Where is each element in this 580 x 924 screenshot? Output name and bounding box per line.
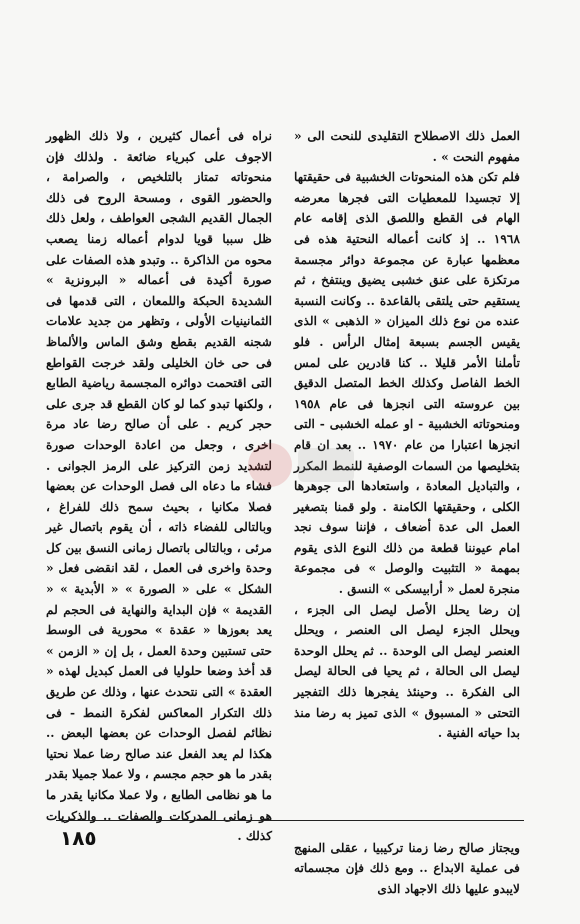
paragraph: ويجتاز صالح رضا زمنا تركيبيا ، عقلى المنهج فى عملية الابداع .. ومع ذلك فإن مجسماته لايبدو عليها ذلك الاجهاد الذى bbox=[294, 840, 520, 896]
paragraph: إن رضا يحلل الأصل ليصل الى الجزء ، ويحلل الجزء ليصل الى العنصر ، ويحلل العنصر ليصل الى الوحدة .. ثم يحلل الوحدة ليصل الى الحالة ، ثم يحيا فى الحالة ليصل الى الفكرة .. وحينئذ يفجرها ذلك التفجير التحتى « المسبوق » الذى تميز به رضا منذ بدا حياته الفنية . bbox=[294, 602, 520, 741]
footer-rule bbox=[56, 820, 524, 821]
paragraph: نراه فى أعمال كثيرين ، ولا ذلك الظهور الاجوف على كبرياء ضائعة . ولذلك فإن منحوتاته تمتاز بالتلخيص ، والصرامة ، والحضور القوى ، ومسحة الروح فى ذلك الجمال القديم الشجى العواطف ، ولعل ذلك ظل سببا قويا لدوام أعماله زمنا يصعب محوه من الذاكرة .. وتبدو هذه الصفات على صورة أكيدة فى أعماله « البرونزية » الشديدة الحبكة واللمعان ، التى قدمها فى الثمانينيات الأولى ، وتظهر من جديد علامات شجنه القديم بقطع وشق الماس والألماظ فى حى خان الخليلى ولقد خرجت القواطع التى اقتحمت دوائره المجسمة رياضية الطابع ، ولكنها تبدو كما لو كان القطع قد جرى على حجر كريم . على أن صالح رضا عاد مرة اخرى ، وجعل من اعادة الوحدات صورة لتشديد زمن التركيز على الرمز الجوانى . فشاء ما دعاه الى فصل الوحدات عن بعضها فصلا مكانيا ، بحيث سمح ذلك للفراغ ، وبالتالى للفضاء ذاته ، أن يقوم باتصال غير مرئى ، وبالتالى باتصال زمانى النسق بين كل وحدة واخرى فى العمل ، لقد انقضى فعل « الشكل » على « الصورة » « الأبدية » « القديمة » فإن البداية والنهاية فى الحجم لم يعد بعوزها « عقدة » محورية فى الوسط حتى تستبين وحدة العمل ، بل إن « الزمن » قد أخذ وضعا حلوليا فى العمل كبديل لهذه « العقدة » التى نتحدث عنها ، وذلك عن طريق ذلك التكرار المعاكس لفكرة النمط - فى نظائم لفصل الوحدات عن بعضها البعض .. هكذا لم يعد الفعل عند صالح رضا عملا نحتيا بقدر ما هو حجم مجسم ، ولا عملا جميلا بقدر ما هو نظامى الطابع ، ولا عملا مكانيا يقدر ما هو زمانى المدركات والصفات .. والذكريات كذلك . bbox=[46, 129, 272, 844]
right-text-column bbox=[294, 126, 520, 900]
paragraph: فلم تكن هذه المنحوتات الخشبية فى حقيقتها إلا تجسيدا للمعطيات التى فجرها معرضه الهام فى القطع واللصق الذى إقامه عام ١٩٦٨ .. إذ كانت أعماله النحتية هذه فى معظمها عبارة عن مجموعة دوائر مجسمة مرتكزة على عنق خشبى يضيق وينتفخ ، ثم يستقيم حتى يلتقى بالقاعدة .. وكانت النسبة عنده من نوع ذلك الميزان « الذهبى » الذى يقيس الجسم بسبعة إمثال الرأس . فلو تأملنا الأمر قليلا .. كنا قادرين على لمس الخط الفاصل وكذلك الخط المتصل الدقيق بين عروسته التى انجزها فى عام ١٩٥٨ ومنحوتاته الخشبية - او عمله الخشبى - التى انجزها اعتبارا من عام ١٩٧٠ .. بعد ان قام بتخليصها من السمات الوصفية للنمط المكرر ، والتباديل المعادة ، واستعادها الى جوهرها الكلى ، وحقيقتها الكامنة . ولو قمنا بتصغير العمل الى عدة أضعاف ، فإننا سوف نجد امام عيوننا قطعة من ذلك النوع الذى يقوم بمهمة « التثبيت والوصل » فى مجموعة منجرة لعمل « أرابيسكى » النسق . bbox=[294, 170, 520, 597]
page-number: ١٨٥ bbox=[60, 826, 97, 850]
faded-watermark-logo bbox=[230, 430, 360, 500]
paragraph-gap bbox=[294, 744, 520, 838]
paragraph: العمل ذلك الاصطلاح التقليدى للنحت الى « مفهوم النحت » . bbox=[294, 129, 520, 164]
